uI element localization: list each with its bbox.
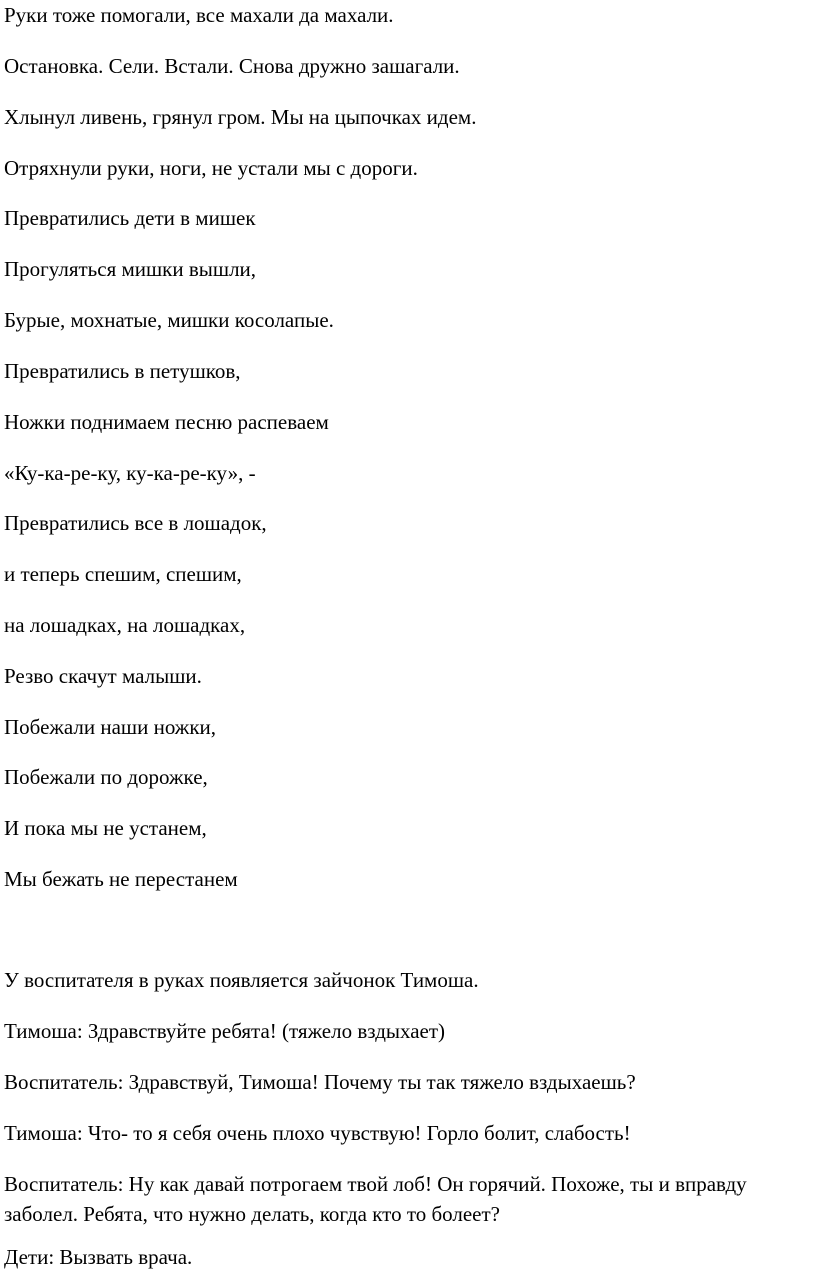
dialogue-line: Дети: Вызвать врача. [4,1245,193,1269]
dialogue-line: Тимоша: Что- то я себя очень плохо чувствую! Горло болит, слабость! [4,1121,631,1145]
poem-line: Остановка. Сели. Встали. Снова дружно зашагали. [4,54,460,78]
poem-line: Мы бежать не перестанем [4,867,238,891]
poem-line: Побежали наши ножки, [4,715,217,739]
dialogue-line: Воспитатель: Здравствуй, Тимоша! Почему ты так тяжело вздыхаешь? [4,1070,636,1094]
poem-line: «Ку-ка-ре-ку, ку-ка-ре-ку», - [4,461,256,485]
poem-line: Руки тоже помогали, все махали да махали. [4,3,394,27]
poem-line: Превратились дети в мишек [4,206,256,230]
poem-line: И пока мы не устанем, [4,816,207,840]
poem-line: Резво скачут малыши. [4,664,202,688]
poem-line: и теперь спешим, спешим, [4,562,242,586]
poem-line: Превратились все в лошадок, [4,511,267,535]
poem-line: Отряхнули руки, ноги, не устали мы с дороги. [4,156,418,180]
dialogue-line: Тимоша: Здравствуйте ребята! (тяжело вздыхает) [4,1019,446,1043]
poem-line: Хлынул ливень, грянул гром. Мы на цыпочках идем. [4,105,477,129]
dialogue-line: Воспитатель: Ну как давай потрогаем твой лоб! Он горячий. Похоже, ты и вправду заболел. Ребята, что нужно делать, когда кто то болеет? [4,1172,747,1226]
poem-line: Бурые, мохнатые, мишки косолапые. [4,308,334,332]
poem-line: Ножки поднимаем песню распеваем [4,410,329,434]
poem-line: Побежали по дорожке, [4,765,208,789]
stage-direction: У воспитателя в руках появляется зайчонок Тимоша. [4,968,479,992]
poem-line: Превратились в петушков, [4,359,241,383]
poem-line: на лошадках, на лошадках, [4,613,246,637]
poem-line: Прогуляться мишки вышли, [4,257,257,281]
